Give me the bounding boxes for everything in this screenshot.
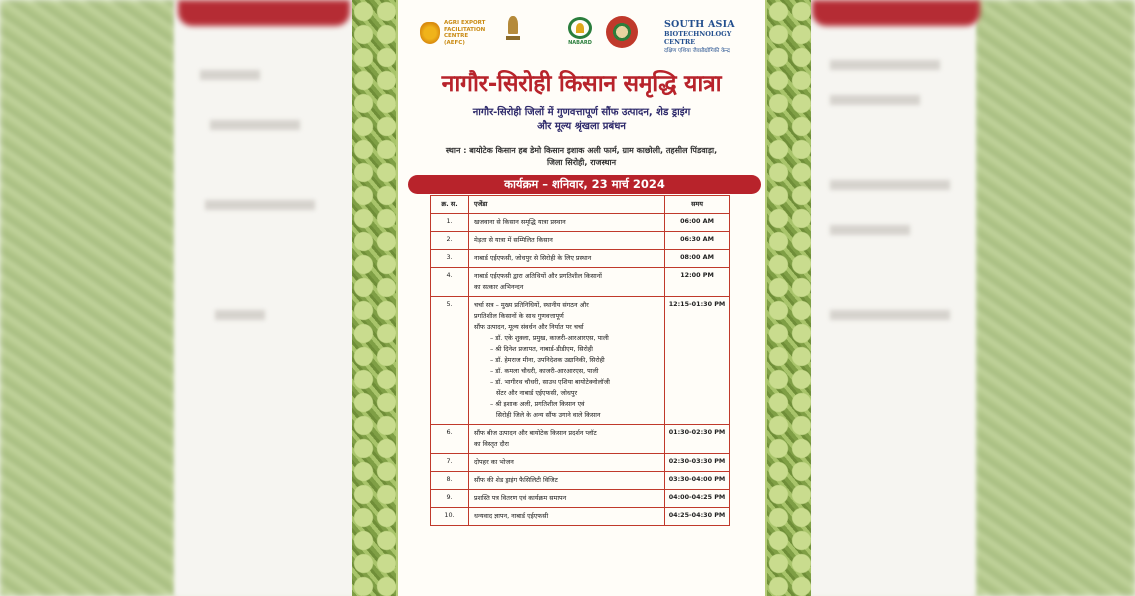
university-seal-logo — [606, 16, 638, 48]
table-row — [431, 425, 729, 454]
row-time: 12:15-01:30 PM — [668, 300, 726, 308]
row-time: 06:30 AM — [680, 235, 714, 243]
agenda-table — [430, 195, 730, 526]
event-poster — [352, 0, 811, 596]
venue-line-2: जिला सिरोही, राजस्थान — [546, 157, 617, 167]
row-time: 06:00 AM — [680, 217, 714, 225]
table-row — [431, 232, 729, 250]
row-agenda — [469, 425, 665, 453]
nabard-logo — [568, 17, 592, 46]
program-date-banner: कार्यक्रम – शनिवार, 23 मार्च 2024 — [408, 175, 761, 194]
agenda-line: प्रगतिशील किसानों के साथ गुणवत्तापूर्ण — [474, 312, 564, 320]
poster-content — [402, 0, 761, 596]
row-sn: 8. — [431, 472, 469, 489]
row-time: 04:00-04:25 PM — [668, 493, 726, 501]
speaker-item: – श्री इशाक अली, प्रगतिशील किसान एवं — [490, 400, 585, 408]
fennel-border-left — [352, 0, 398, 596]
venue-line-1: स्थान : बायोटेक किसान हब डेमो किसान इशाक अली फार्म, ग्राम काछोली, तहसील पिंडवाड़ा, — [445, 146, 718, 155]
row-sn: 10. — [431, 508, 469, 525]
header-agenda: एजेंडा — [469, 196, 665, 213]
row-sn: 9. — [431, 490, 469, 507]
background-banner-left — [178, 0, 350, 26]
nabard-emblem-icon — [568, 17, 592, 39]
row-time: 12:00 PM — [680, 271, 714, 279]
row-agenda: सौंफ की शेड ड्राइंग फैसिलिटी विजिट — [469, 472, 665, 489]
background-line — [210, 120, 300, 130]
speaker-item: सेंटर और नाबार्ड एईएफसी, जोधपुर — [496, 389, 578, 397]
background-line — [830, 60, 940, 70]
row-sn: 5. — [431, 297, 469, 424]
row-time: 04:25-04:30 PM — [668, 511, 726, 519]
row-agenda: खजवाना से किसान समृद्धि यात्रा प्रस्थान — [469, 214, 665, 231]
agenda-line: सौंफ बीज उत्पादन और बायोटेक किसान प्रदर्शन प्लॉट — [474, 429, 597, 437]
speaker-item: – डॉ. कमला चौधरी, काजरी-आरआरएस, पाली — [490, 367, 599, 375]
background-line — [205, 200, 315, 210]
row-sn: 1. — [431, 214, 469, 231]
venue-text — [406, 145, 757, 168]
background-line — [830, 95, 920, 105]
background-page-left — [175, 0, 355, 596]
poster-subtitle — [402, 106, 761, 134]
agenda-line: सौंफ उत्पादन, मूल्य संवर्धन और निर्यात पर चर्चा — [474, 323, 584, 331]
aefc-emblem-icon — [420, 22, 440, 44]
speaker-item: – डॉ. हेमराज मीना, उपनिदेशक उद्यानिकी, सिरोही — [490, 356, 605, 364]
table-row — [431, 214, 729, 232]
row-agenda — [469, 297, 665, 424]
row-time: 01:30-02:30 PM — [668, 428, 726, 436]
seal-icon — [606, 16, 638, 48]
speaker-item: – श्री दिनेश प्रजापत, नाबार्ड-डीडीएम, सिरोही — [490, 345, 593, 353]
table-row — [431, 490, 729, 508]
table-row — [431, 268, 729, 297]
background-foliage-left — [0, 0, 175, 596]
table-row — [431, 250, 729, 268]
agenda-line: चर्चा सत्र – मुख्य प्रतिनिधियों, स्थानीय संगठन और — [474, 301, 589, 309]
aefc-logo — [420, 20, 488, 46]
background-line — [200, 70, 260, 80]
row-sn: 2. — [431, 232, 469, 249]
header-time: समय — [691, 200, 703, 208]
row-time: 02:30-03:30 PM — [668, 457, 726, 465]
fennel-border-right — [765, 0, 811, 596]
logo-strip — [420, 16, 761, 52]
aefc-logo-text: AGRI EXPORT FACILITATION CENTRE (AEFC) — [444, 20, 486, 46]
agenda-line: नाबार्ड एईएफसी द्वारा अतिथियों और प्रगतिशील किसानों — [474, 272, 602, 280]
subtitle-line-2: और मूल्य श्रृंखला प्रबंधन — [537, 121, 626, 132]
table-row — [431, 454, 729, 472]
row-sn: 3. — [431, 250, 469, 267]
subtitle-line-1: नागौर-सिरोही जिलों में गुणवत्तापूर्ण सौंफ उत्पादन, शेड ड्राइंग — [472, 107, 691, 118]
row-sn: 4. — [431, 268, 469, 296]
background-foliage-right — [975, 0, 1135, 596]
background-banner-right — [812, 0, 980, 26]
background-line — [215, 310, 265, 320]
poster-title: नागौर-सिरोही किसान समृद्धि यात्रा — [441, 71, 722, 97]
row-agenda: दोपहर का भोजन — [469, 454, 665, 471]
row-time: 08:00 AM — [680, 253, 714, 261]
sabc-logo — [664, 19, 761, 54]
agenda-line: का सत्कार अभिनन्दन — [474, 283, 524, 291]
row-sn: 7. — [431, 454, 469, 471]
row-agenda: मेड़ता से यात्रा में सम्मिलित किसान — [469, 232, 665, 249]
row-agenda: धन्यवाद ज्ञापन, नाबार्ड एईएफसी — [469, 508, 665, 525]
sabc-line-3: दक्षिण एशिया जैवप्रौद्योगिकी केन्द्र — [664, 48, 730, 54]
sabc-line-2: BIOTECHNOLOGY CENTRE — [664, 30, 732, 46]
row-agenda — [469, 268, 665, 296]
background-page-right — [810, 0, 975, 596]
background-line — [830, 180, 950, 190]
header-sn: क्र. स. — [431, 196, 469, 213]
row-sn: 6. — [431, 425, 469, 453]
sabc-line-1: SOUTH ASIA — [664, 19, 735, 30]
speaker-item: – डॉ. भागीरथ चौधरी, साउथ एशिया बायोटेक्नोलॉजी — [490, 378, 610, 386]
row-time: 03:30-04:00 PM — [668, 475, 726, 483]
row-agenda: प्रशस्ति पत्र वितरण एवं कार्यक्रम समापन — [469, 490, 665, 507]
speaker-item: – डॉ. एके शुक्ला, प्रमुख, काजरी-आरआरएस, पाली — [490, 334, 609, 342]
table-row — [431, 508, 729, 525]
nabard-logo-text: NABARD — [568, 40, 592, 46]
row-agenda: नाबार्ड एईएफसी, जोधपुर से सिरोही के लिए प्रस्थान — [469, 250, 665, 267]
national-emblem-icon — [504, 16, 522, 46]
background-line — [830, 310, 950, 320]
table-row — [431, 297, 729, 425]
background-line — [830, 225, 910, 235]
table-header-row — [431, 196, 729, 214]
table-row — [431, 472, 729, 490]
agenda-line: का विस्तृत दौरा — [474, 440, 509, 448]
govt-emblem-logo — [504, 16, 522, 46]
speaker-item: सिरोही जिले के अन्य सौंफ उगाने वाले किसान — [496, 411, 601, 419]
